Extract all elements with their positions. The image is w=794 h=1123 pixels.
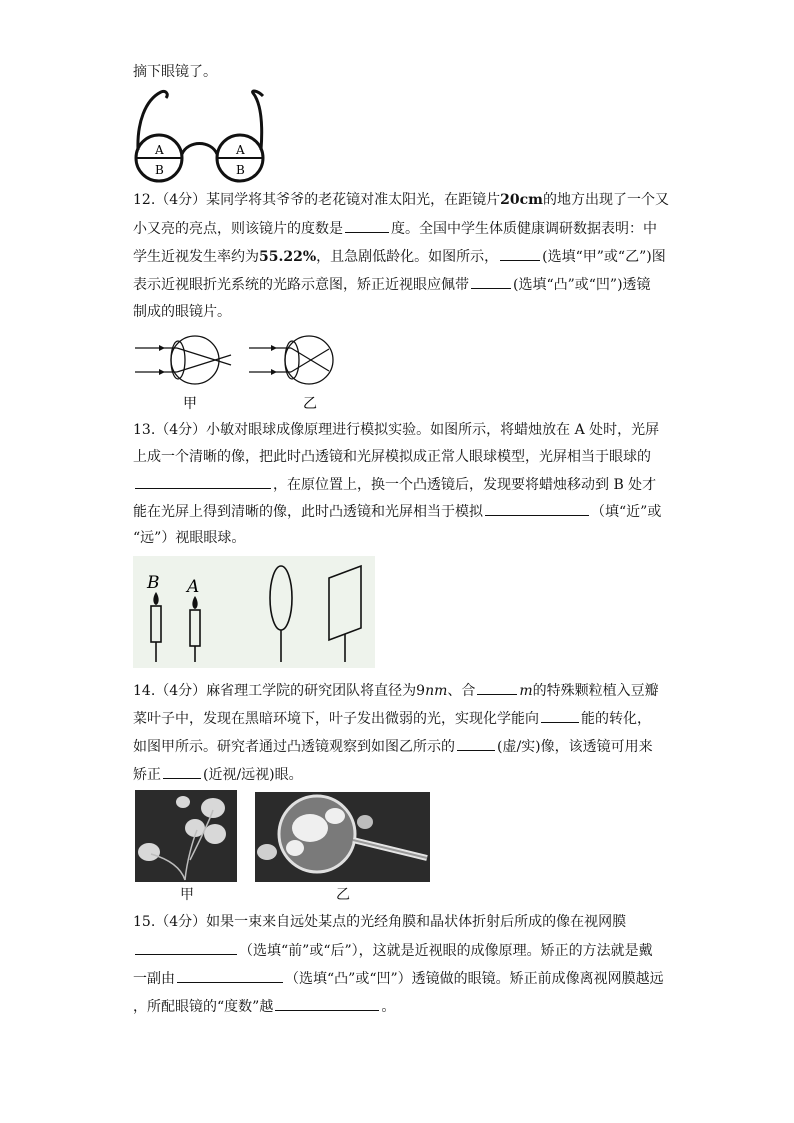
lens-label-b-right: B — [236, 163, 245, 177]
answer-blank[interactable] — [457, 736, 495, 751]
q13-line-2: 上成一个清晰的像，把此时凸透镜和光屏模拟成正常人眼球模型，光屏相当于眼球的 — [133, 449, 651, 465]
candle-lens-screen-figure — [133, 556, 375, 668]
answer-blank[interactable] — [177, 968, 283, 983]
q12-line-5: 制成的眼镜片。 — [133, 304, 231, 320]
answer-blank[interactable] — [163, 764, 201, 779]
q13-line-1: 13.（4分）小敏对眼球成像原理进行模拟实验。如图所示，将蜡烛放在 A 处时，光屏 — [133, 422, 660, 438]
text-line: 摘下眼镜了。 — [133, 64, 217, 80]
q12-line-3: 学生近视发生率约为55.22%，且急剧低龄化。如图所示， (选填“甲”或“乙”)图 — [133, 246, 666, 267]
eye-diagrams — [133, 335, 343, 415]
q15-line-4: ，所配眼镜的“度数”越 。 — [133, 996, 395, 1017]
answer-blank[interactable] — [500, 246, 540, 261]
plant-photo-jia — [135, 790, 237, 882]
q14-line-4: 矫正 (近视/远视)眼。 — [133, 764, 303, 785]
candle-label-a: A — [187, 577, 200, 597]
glasses-figure — [133, 88, 268, 184]
candle-label-b: B — [147, 573, 160, 593]
q13-line-5: “远”）视眼眼球。 — [133, 530, 246, 546]
photo-label-yi: 乙 — [336, 887, 350, 903]
q12-line-1: 12.（4分）某同学将其爷爷的老花镜对准太阳光，在距镜片20cm的地方出现了一个又 — [133, 192, 669, 208]
q13-line-3: ，在原位置上，换一个凸透镜后，发现要将蜡烛移动到 B 处才 — [133, 474, 656, 495]
answer-blank[interactable] — [471, 274, 511, 289]
lens-label-b-left: B — [155, 163, 164, 177]
q12-line-4: 表示近视眼折光系统的光路示意图，矫正近视眼应佩带 (选填“凸”或“凹”)透镜 — [133, 274, 651, 295]
q13-line-4: 能在光屏上得到清晰的像，此时凸透镜和光屏相当于模拟 （填“近”或 — [133, 501, 661, 522]
answer-blank[interactable] — [135, 940, 237, 955]
plant-photo-yi — [255, 792, 430, 882]
photo-label-jia: 甲 — [180, 887, 194, 903]
lens-label-a-right: A — [236, 143, 245, 157]
answer-blank[interactable] — [135, 474, 271, 489]
q14-line-1: 14.（4分）麻省理工学院的研究团队将直径为9nm、合 m的特殊颗粒植入豆瓣 — [133, 680, 659, 701]
q14-line-2: 菜叶子中，发现在黑暗环境下，叶子发出微弱的光，实现化学能向 能的转化， — [133, 708, 651, 729]
eye-label-jia: 甲 — [183, 396, 197, 412]
q15-line-3: 一副由 （选填“凸”或“凹”）透镜做的眼镜。矫正前成像离视网膜越远 — [133, 968, 664, 989]
answer-blank[interactable] — [275, 996, 379, 1011]
answer-blank[interactable] — [477, 680, 517, 695]
answer-blank[interactable] — [541, 708, 579, 723]
q15-line-2: （选填“前”或“后”），这就是近视眼的成像原理。矫正的方法就是戴 — [133, 940, 653, 961]
lens-label-a-left: A — [155, 143, 164, 157]
eye-label-yi: 乙 — [303, 396, 317, 412]
q12-line-2: 小又亮的亮点，则该镜片的度数是 度。全国中学生体质健康调研数据表明：中 — [133, 218, 657, 239]
q14-line-3: 如图甲所示。研究者通过凸透镜观察到如图乙所示的 (虚/实)像，该透镜可用来 — [133, 736, 653, 757]
answer-blank[interactable] — [345, 218, 389, 233]
answer-blank[interactable] — [485, 501, 589, 516]
q15-line-1: 15.（4分）如果一束来自远处某点的光经角膜和晶状体折射后所成的像在视网膜 — [133, 914, 627, 930]
